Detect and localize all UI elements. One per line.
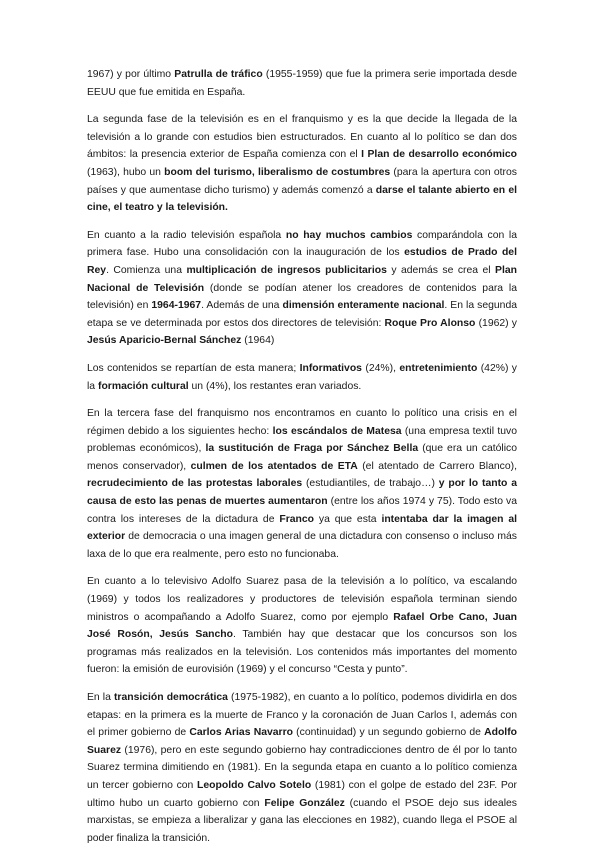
- text-run: (1963), hubo un: [87, 166, 165, 178]
- text-run: (1981) con el golpe de estado del 23F. Por ultimo hubo un cuarto gobierno con: [87, 779, 518, 809]
- bold-text: darse el talante abierto en el cine, el teatro y la televisión.: [87, 184, 517, 214]
- bold-text: boom del turismo, liberalismo de costumbres: [164, 166, 391, 178]
- text-run: (42%) y la: [87, 362, 517, 392]
- text-run: (el atentado de Carrero Blanco),: [357, 460, 517, 472]
- body-paragraph: [87, 66, 517, 101]
- bold-text: multiplicación de ingresos publicitarios: [186, 264, 387, 276]
- body-paragraph: [87, 405, 517, 563]
- bold-text: intentaba dar la imagen al exterior: [87, 513, 517, 543]
- text-run: En cuanto a la radio televisión española: [87, 229, 286, 241]
- text-run: Los contenidos se repartían de esta manera;: [87, 362, 300, 374]
- text-run: (24%),: [361, 362, 400, 374]
- text-run: comparándola con la primera fase. Hubo una consolidación con la inauguración de los: [87, 229, 517, 259]
- text-run: (1975-1982), en cuanto a lo político, podemos dividirla en dos etapas: en la primera es la muerte de Franco y la coronación de Juan Carlos I, además con el primer gobierno de: [87, 692, 517, 739]
- text-run: de democracia o una imagen general de una dictadura con consenso o incluso más laxa de lo que era realmente, pero esto no funcionaba.: [87, 531, 517, 560]
- text-run: (donde se podían atener los creadores de contenidos para la televisión) en: [87, 282, 517, 312]
- bold-text: entretenimiento: [399, 362, 478, 374]
- text-run: y además se crea el: [386, 264, 496, 276]
- text-run: (que era un católico menos conservador),: [87, 443, 518, 472]
- body-paragraph: [87, 360, 517, 395]
- text-run: La segunda fase de la televisión es en el franquismo y es la que decide la llegada de la televisión a lo grande con estudios bien estructurados. En cuanto al lo político se dan dos ámbitos: la presencia exterior de España comienza con el: [87, 114, 517, 161]
- text-run: . También hay que destacar que los concursos son los programas más realizados en la televisión. Los contenidos más importantes del momento fueron: la emisión de eurovisión (1969) y el concurso “Cesta y punto”.: [87, 629, 517, 676]
- text-run: (1955-1959) que fue la primera serie importada desde EEUU que fue emitida en España.: [87, 69, 517, 98]
- bold-text: 1964-1967: [151, 300, 202, 312]
- bold-text: Franco: [279, 513, 315, 525]
- bold-text: Felipe González: [264, 797, 345, 809]
- bold-text: la sustitución de Fraga por Sánchez Bella: [205, 443, 419, 455]
- text-run: (entre los años 1974 y 75). Todo esto va contra los intereses de la dictadura de: [87, 496, 517, 525]
- text-run: (1976), pero en este segundo gobierno hay contradicciones dentro de él por lo tanto Suarez termina dimitiendo en (1981). En la segunda etapa en cuanto a lo político comienza un tercer gobierno con: [87, 744, 517, 791]
- bold-text: y por lo tanto a causa de esto las penas de muertes aumentaron: [87, 478, 517, 508]
- text-run: (cuando el PSOE dejo sus ideales marxistas, se empieza a liberalizar y gana las elecciones en 1982), cuando llega el PSOE al poder finaliza la transición.: [87, 797, 517, 844]
- text-run: 1967) y por último: [87, 69, 175, 80]
- text-run: un (4%), los restantes eran variados.: [188, 380, 362, 392]
- body-paragraph: [87, 111, 517, 217]
- bold-text: culmen de los atentados de ETA: [190, 460, 358, 472]
- text-run: En la: [87, 692, 114, 703]
- bold-text: estudios de Prado del Rey: [87, 247, 517, 276]
- bold-text: Informativos: [299, 362, 362, 374]
- bold-text: recrudecimiento de las protestas laborales: [87, 478, 303, 490]
- text-run: (1962) y: [475, 317, 517, 329]
- bold-text: Plan Nacional de Televisión: [87, 264, 517, 294]
- text-run: . En la segunda etapa se ve determinada por estos dos directores de televisión:: [87, 300, 517, 329]
- bold-text: Rafael Orbe Cano, Juan José Rosón, Jesús Sancho: [87, 611, 517, 641]
- text-run: (para la apertura con otros países y que aumentase dicho turismo) y además comenzó a: [87, 166, 517, 196]
- text-run: ya que esta: [314, 513, 382, 525]
- bold-text: Jesús Aparicio-Bernal Sánchez: [87, 335, 242, 347]
- text-run: (continuidad) y un segundo gobierno de: [292, 727, 485, 739]
- document-page: [87, 66, 517, 857]
- bold-text: transición democrática: [113, 692, 228, 703]
- bold-text: Patrulla de tráfico: [174, 69, 263, 80]
- bold-text: Adolfo Suarez: [87, 727, 518, 756]
- body-paragraph: [87, 573, 517, 679]
- bold-text: no hay muchos cambios: [285, 229, 413, 241]
- bold-text: Roque Pro Alonso: [384, 317, 476, 329]
- text-run: (una empresa textil tuvo problemas económicos),: [87, 425, 517, 455]
- bold-text: Leopoldo Calvo Sotelo: [197, 779, 312, 791]
- text-run: . Además de una: [201, 300, 283, 312]
- bold-text: los escándalos de Matesa: [272, 425, 402, 437]
- bold-text: dimensión enteramente nacional: [282, 300, 445, 312]
- body-paragraph: [87, 689, 517, 847]
- bold-text: formación cultural: [97, 380, 189, 392]
- text-run: (estudiantiles, de trabajo…): [302, 478, 439, 490]
- bold-text: I Plan de desarrollo económico: [361, 149, 517, 161]
- text-run: . Comienza una: [106, 264, 187, 276]
- body-paragraph: [87, 227, 517, 350]
- bold-text: Carlos Arias Navarro: [189, 727, 293, 739]
- text-run: (1964): [241, 335, 275, 347]
- text-run: En cuanto a lo televisivo Adolfo Suarez pasa de la televisión a lo político, va escalando (1969) y todos los realizadores y productores de televisión española terminan siendo ministros o acompañando a Adolfo Suarez, como por ejemplo: [87, 576, 517, 623]
- text-run: En la tercera fase del franquismo nos encontramos en cuanto lo político una crisis en el régimen debido a los siguientes hecho:: [87, 408, 517, 437]
